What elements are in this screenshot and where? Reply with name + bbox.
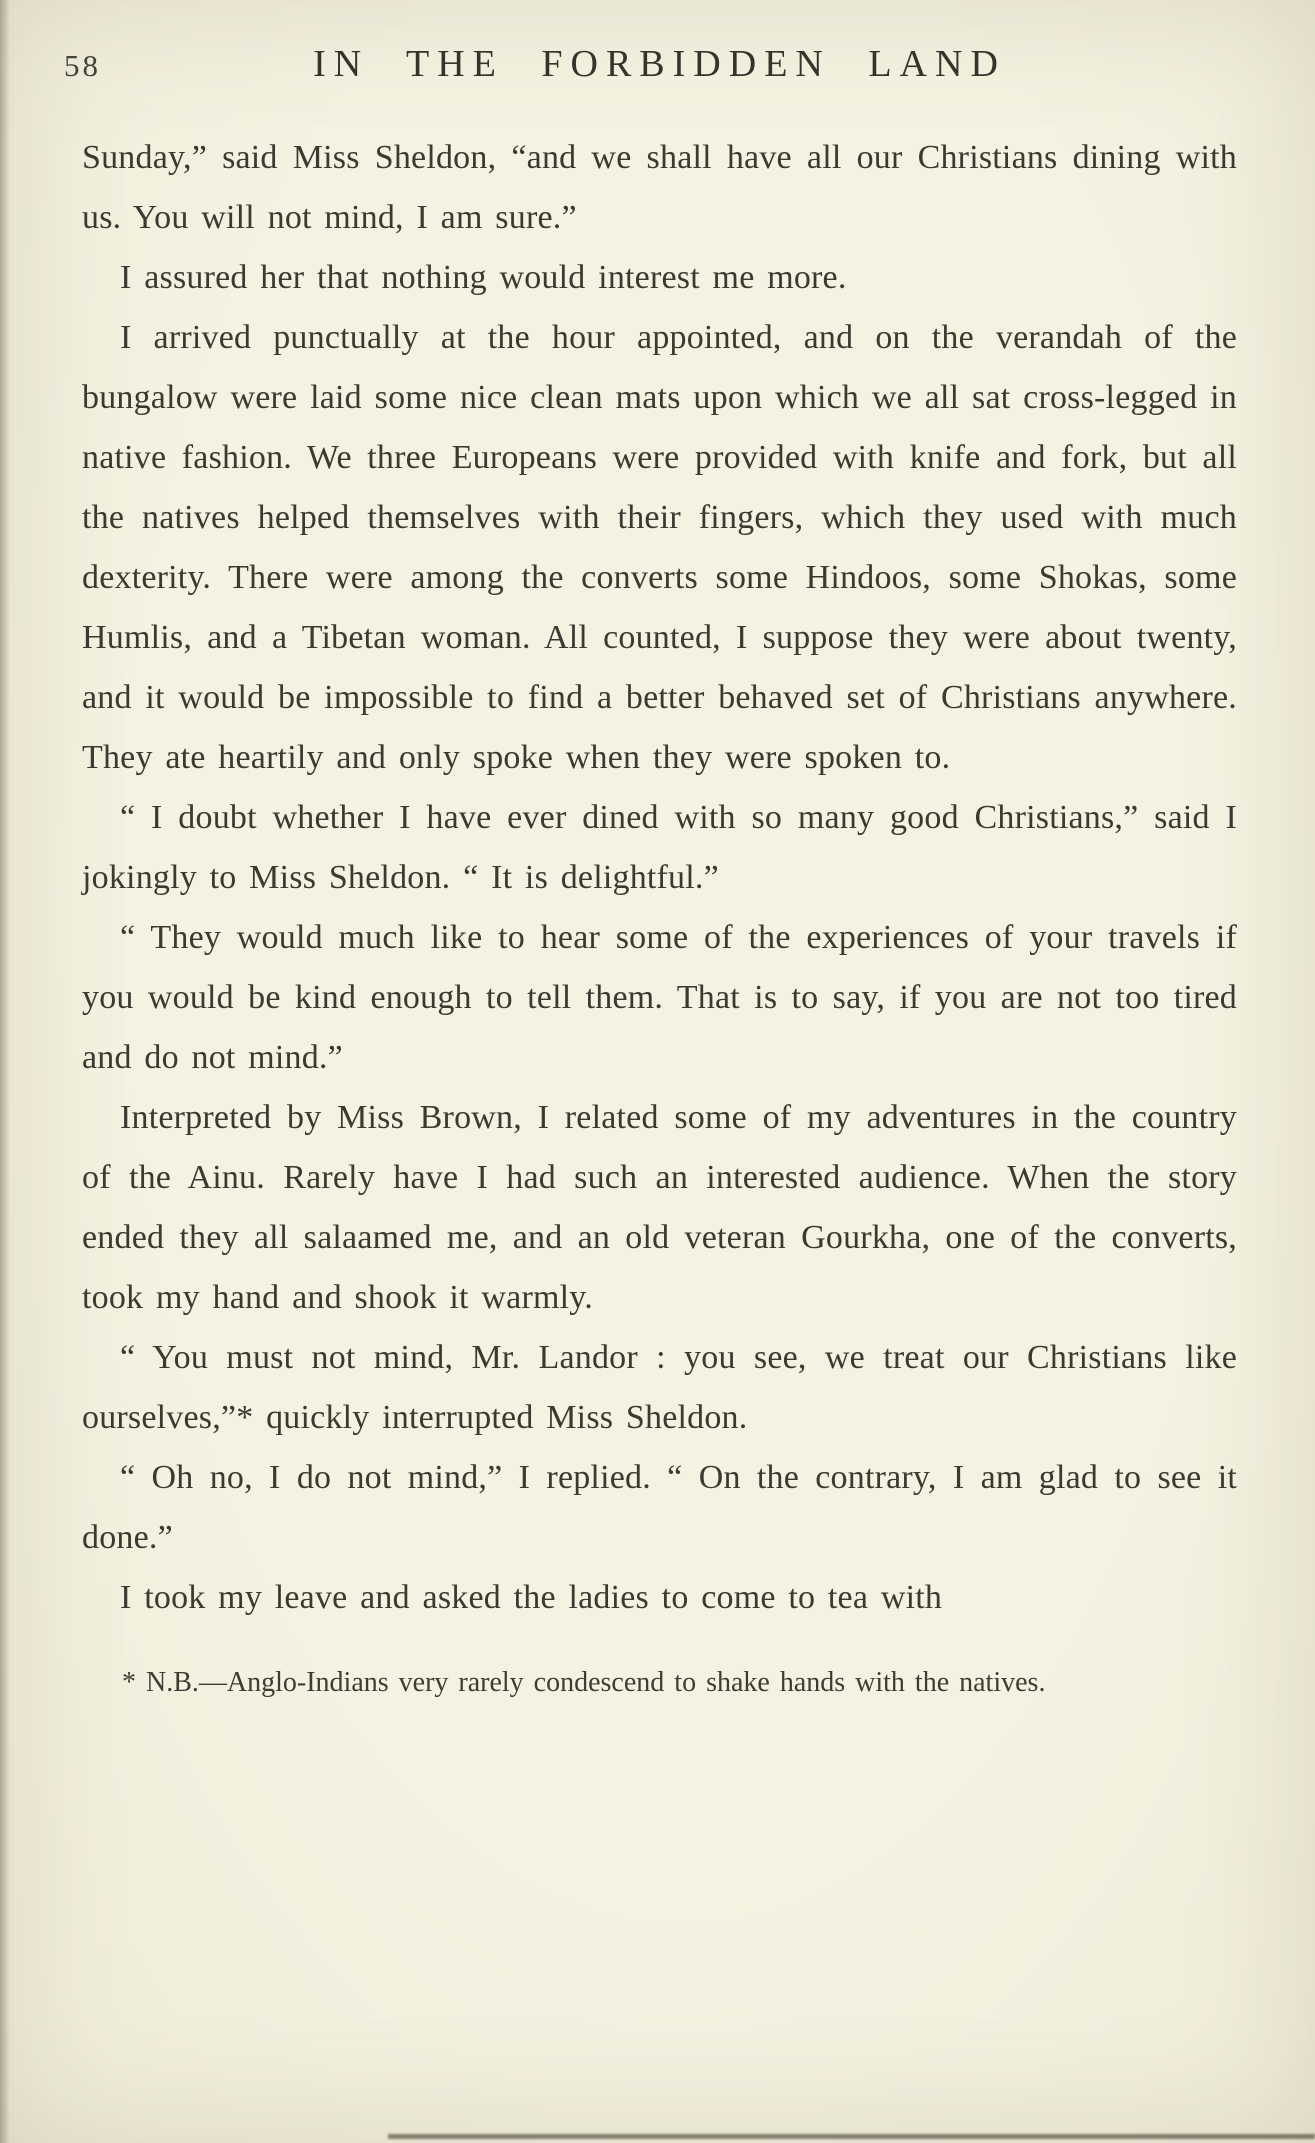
footnote-text: * N.B.—Anglo-Indians very rarely condescend to shake hands with the natives.	[122, 1667, 1046, 1698]
page-body	[82, 128, 1237, 1628]
page-number: 58	[64, 48, 101, 83]
paragraph: “ Oh no, I do not mind,” I replied. “ On the contrary, I am glad to see it done.”	[82, 1459, 1237, 1556]
paragraph: I took my leave and asked the ladies to come to tea with	[120, 1579, 943, 1616]
paragraph-continuation: Sunday,” said Miss Sheldon, “and we shall have all our Christians dining with us. You will not mind, I am sure.”	[82, 139, 1237, 236]
page-header	[64, 42, 1237, 94]
paragraph: I assured her that nothing would interest me more.	[120, 259, 847, 296]
paragraph: “ They would much like to hear some of the experiences of your travels if you would be kind enough to tell them. That is to say, if you are not too tired and do not mind.”	[82, 919, 1237, 1076]
paragraph: Interpreted by Miss Brown, I related some of my adventures in the country of the Ainu. Rarely have I had such an interested audience. When the story ended they all salaamed me, and an old veteran Gourkha, one of the converts, took my hand and shook it warmly.	[82, 1099, 1237, 1316]
running-title: IN THE FORBIDDEN LAND	[313, 43, 1006, 85]
paragraph: I arrived punctually at the hour appointed, and on the verandah of the bungalow were laid some nice clean mats upon which we all sat cross-legged in native fashion. We three Europeans were provided with knife and fork, but all the natives helped themselves with their fingers, which they used with much dexterity. There were among the converts some Hindoos, some Shokas, some Humlis, and a Tibetan woman. All counted, I suppose they were about twenty, and it would be impossible to find a better behaved set of Christians anywhere. They ate heartily and only spoke when they were spoken to.	[82, 319, 1237, 776]
paragraph: “ You must not mind, Mr. Landor : you see, we treat our Christians like ourselves,”* quickly interrupted Miss Sheldon.	[82, 1339, 1237, 1436]
paragraph: “ I doubt whether I have ever dined with so many good Christians,” said I jokingly to Miss Sheldon. “ It is delightful.”	[82, 799, 1237, 896]
footnote	[82, 1660, 1237, 1706]
